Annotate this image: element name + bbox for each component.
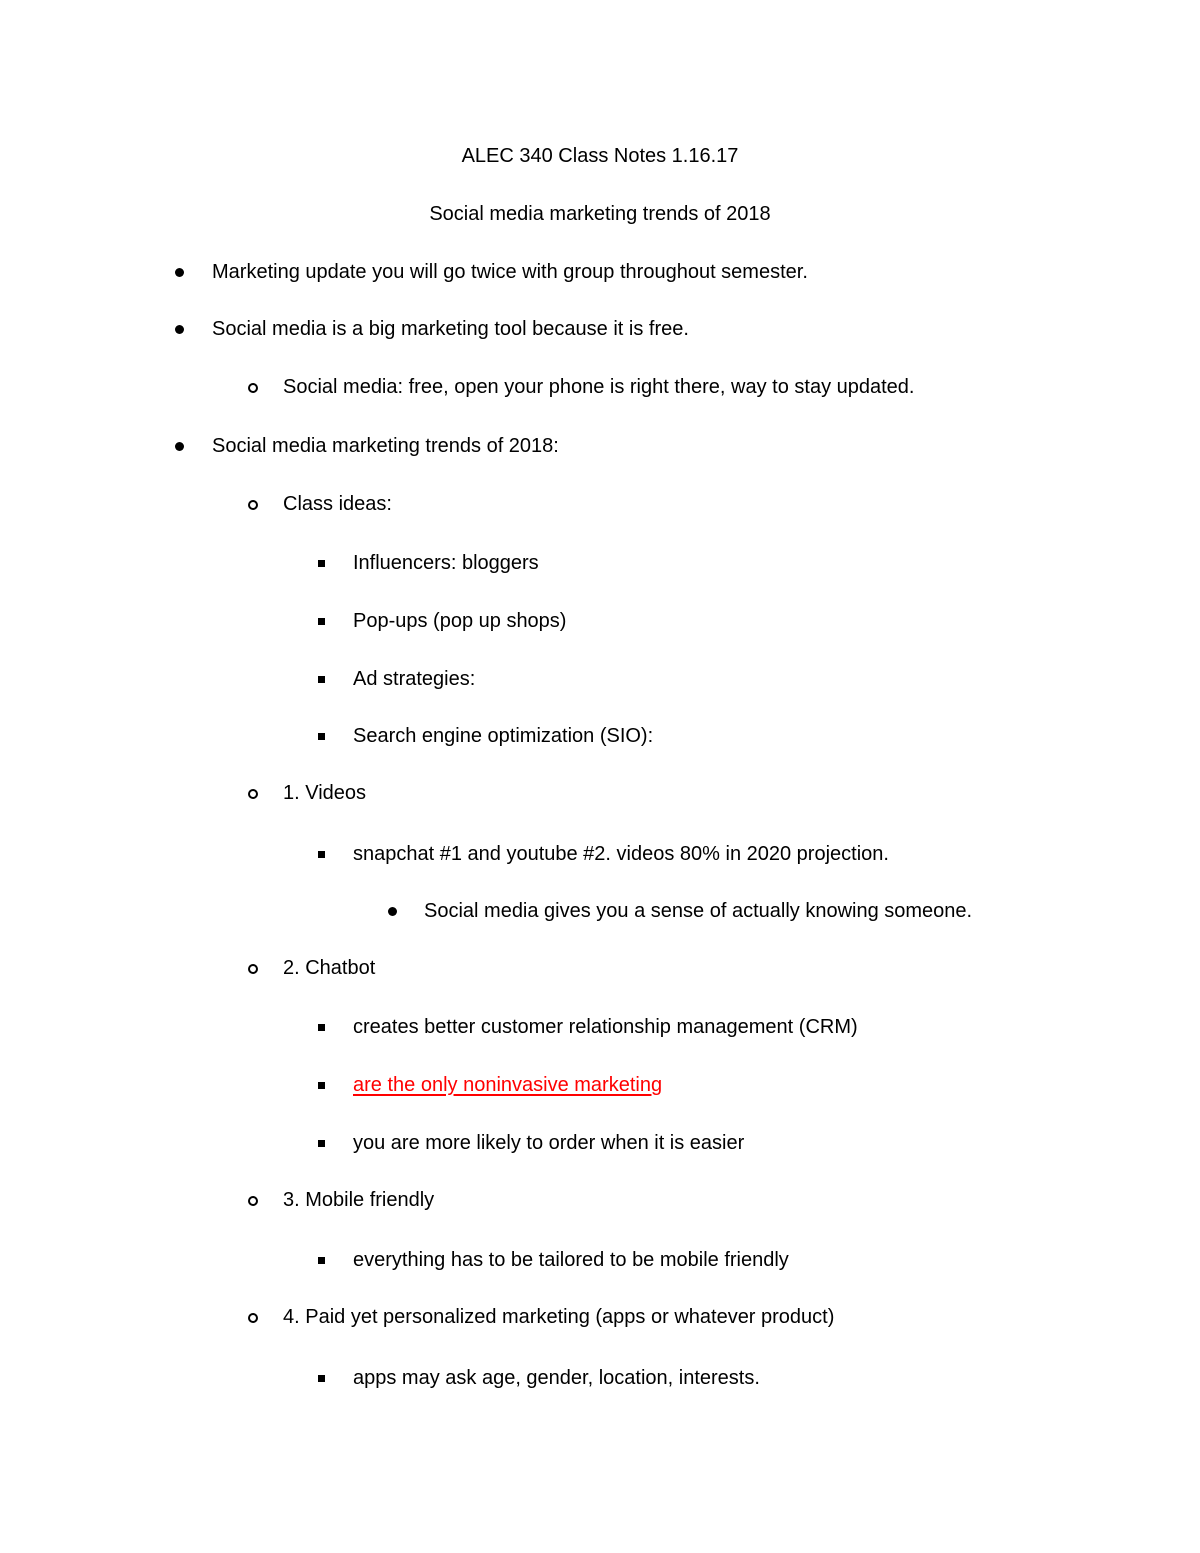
list-item-text: Social media is a big marketing tool because it is free.	[212, 318, 689, 340]
bullet-square-icon	[318, 1257, 325, 1264]
bullet-square-icon	[318, 676, 325, 683]
list-item-text: snapchat #1 and youtube #2. videos 80% in 2020 projection.	[353, 843, 889, 865]
list-item-text: creates better customer relationship management (CRM)	[353, 1016, 858, 1038]
bullet-square-icon	[318, 733, 325, 740]
document-title: ALEC 340 Class Notes 1.16.17	[461, 145, 739, 167]
bullet-square-icon	[318, 851, 325, 858]
bullet-square-icon	[318, 1082, 325, 1089]
bullet-square-icon	[318, 1375, 325, 1382]
bullet-circle-icon	[248, 500, 258, 510]
bullet-disc-icon	[388, 907, 397, 916]
list-item-text: Class ideas:	[283, 493, 392, 515]
list-item-text: 2. Chatbot	[283, 957, 376, 979]
document-subtitle: Social media marketing trends of 2018	[429, 203, 771, 225]
bullet-circle-icon	[248, 789, 258, 799]
list-item-text: everything has to be tailored to be mobile friendly	[353, 1249, 789, 1271]
bullet-square-icon	[318, 1024, 325, 1031]
list-item-text: Marketing update you will go twice with group throughout semester.	[212, 261, 808, 283]
bullet-circle-icon	[248, 964, 258, 974]
list-item-text: Social media: free, open your phone is right there, way to stay updated.	[283, 376, 915, 398]
list-item-text: apps may ask age, gender, location, interests.	[353, 1367, 760, 1389]
list-item-text: 3. Mobile friendly	[283, 1189, 435, 1211]
bullet-disc-icon	[175, 442, 184, 451]
bullet-circle-icon	[248, 1196, 258, 1206]
highlighted-note-text: are the only noninvasive marketing	[353, 1074, 663, 1096]
list-item-text: Search engine optimization (SIO):	[353, 725, 654, 747]
list-item-text: you are more likely to order when it is easier	[353, 1132, 745, 1154]
bullet-disc-icon	[175, 268, 184, 277]
list-item-text: Social media gives you a sense of actually knowing someone.	[424, 900, 973, 922]
list-item-text: 1. Videos	[283, 782, 367, 804]
bullet-square-icon	[318, 618, 325, 625]
bullet-square-icon	[318, 1140, 325, 1147]
bullet-circle-icon	[248, 383, 258, 393]
list-item-text: Pop-ups (pop up shops)	[353, 610, 567, 632]
list-item-text: 4. Paid yet personalized marketing (apps or whatever product)	[283, 1306, 835, 1328]
list-item-text: Social media marketing trends of 2018:	[212, 435, 559, 457]
bullet-square-icon	[318, 560, 325, 567]
bullet-circle-icon	[248, 1313, 258, 1323]
list-item-text: Ad strategies:	[353, 668, 476, 690]
list-item-text: Influencers: bloggers	[353, 552, 539, 574]
bullet-disc-icon	[175, 325, 184, 334]
